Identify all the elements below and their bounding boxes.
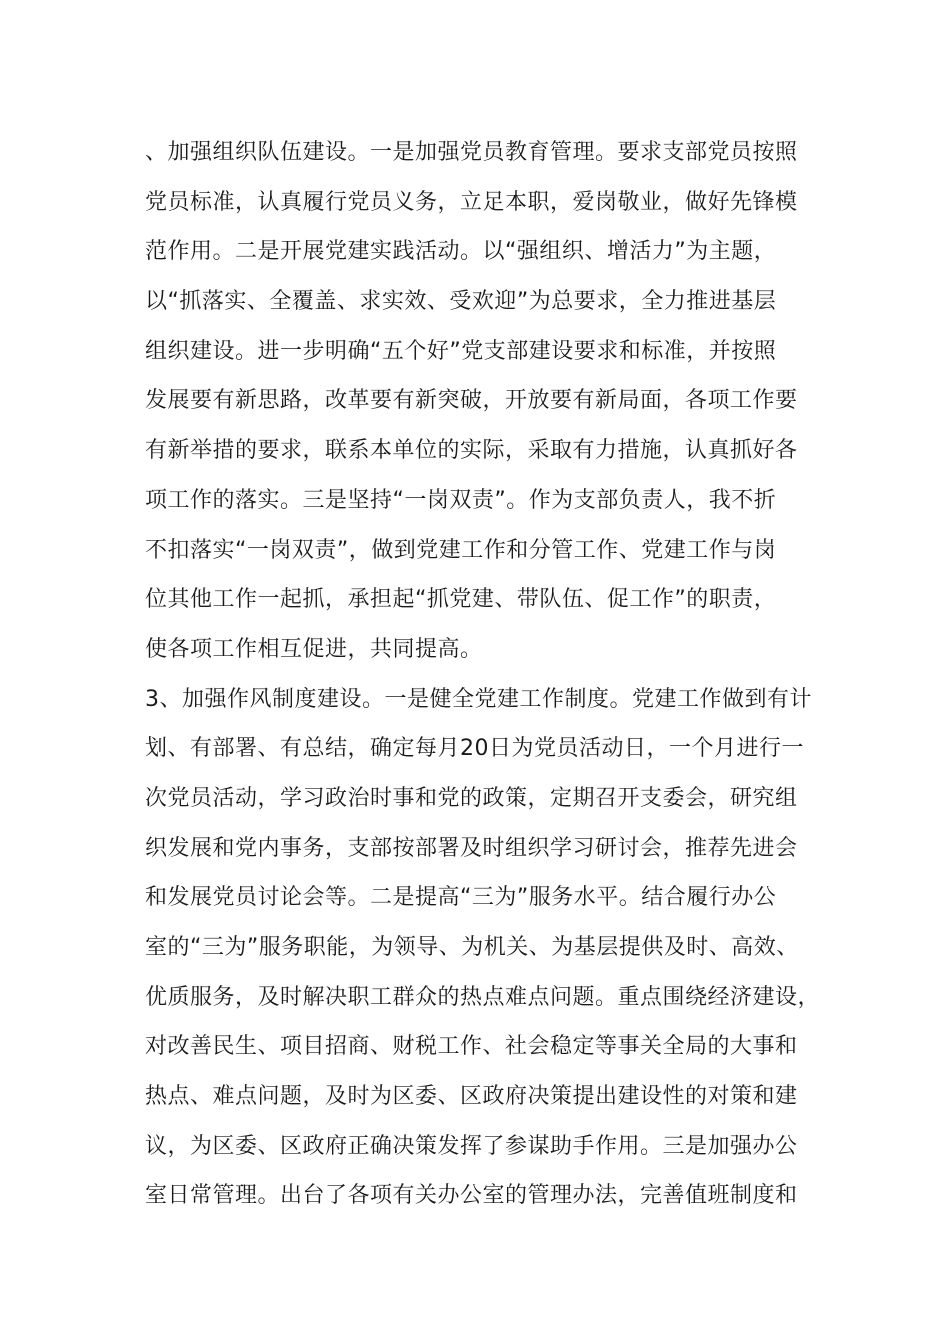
text-line: 项工作的落实。三是坚持“一岗双责”。作为支部负责人，我不折 — [145, 487, 777, 513]
text-line: 优质服务，及时解决职工群众的热点难点问题。重点围绕经济建设， — [145, 984, 821, 1010]
text-line: 组织建设。进一步明确“五个好”党支部建设要求和标准，并按照 — [145, 338, 777, 364]
text-line: 次党员活动，学习政治时事和党的政策，定期召开支委会，研究组 — [145, 785, 798, 811]
text-line: 使各项工作相互促进，共同提高。 — [145, 636, 483, 662]
text-line: 织发展和党内事务，支部按部署及时组织学习研讨会，推荐先进会 — [145, 835, 798, 861]
text-line: 议，为区委、区政府正确决策发挥了参谋助手作用。三是加强办公 — [145, 1133, 798, 1159]
text-line: 发展要有新思路，改革要有新突破，开放要有新局面，各项工作要 — [145, 388, 798, 414]
text-line: 、加强组织队伍建设。一是加强党员教育管理。要求支部党员按照 — [145, 140, 798, 165]
text-line: 党员标准，认真履行党员义务，立足本职，爱岗敬业，做好先锋模 — [145, 189, 798, 215]
text-line: 范作用。二是开展党建实践活动。以“强组织、增活力”为主题， — [145, 239, 777, 265]
text-line: 3、加强作风制度建设。一是健全党建工作制度。党建工作做到有计 — [145, 686, 812, 712]
text-line: 和发展党员讨论会等。二是提高“三为”服务水平。结合履行办公 — [145, 885, 777, 911]
text-line: 对改善民生、项目招商、财税工作、社会稳定等事关全局的大事和 — [145, 1034, 798, 1060]
document-body — [145, 128, 835, 1221]
text-line: 室日常管理。出台了各项有关办公室的管理办法，完善值班制度和 — [145, 1183, 798, 1209]
text-line: 热点、难点问题，及时为区委、区政府决策提出建设性的对策和建 — [145, 1084, 798, 1110]
text-line: 划、有部署、有总结，确定每月20日为党员活动日，一个月进行一 — [145, 736, 804, 762]
text-line: 位其他工作一起抓，承担起“抓党建、带队伍、促工作”的职责， — [145, 587, 777, 613]
text-line: 不扣落实“一岗双责”，做到党建工作和分管工作、党建工作与岗 — [145, 537, 777, 563]
text-line: 以“抓落实、全覆盖、求实效、受欢迎”为总要求，全力推进基层 — [145, 289, 777, 315]
text-line: 室的“三为”服务职能，为领导、为机关、为基层提供及时、高效、 — [145, 935, 799, 960]
text-line: 有新举措的要求，联系本单位的实际，采取有力措施，认真抓好各 — [145, 438, 798, 464]
